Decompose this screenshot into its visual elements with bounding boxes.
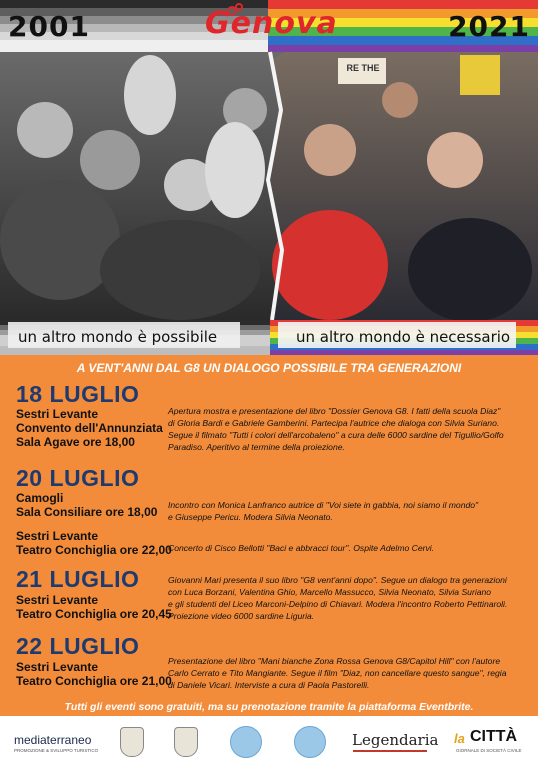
event-date-18: 18 LUGLIO [16, 381, 140, 407]
year-2021: 2021 [448, 10, 530, 43]
municipal-crest-icon [174, 727, 198, 757]
event-date-22: 22 LUGLIO [16, 633, 140, 659]
event-venue-20b [16, 529, 172, 557]
venue-time: Sala Agave ore 18,00 [16, 435, 135, 449]
desc-line: Carlo Cerrato e Tito Mangiante. Segue il film "Diaz, non cancellare questo sangue", regia [168, 668, 507, 678]
mediaterraneo-tagline: PROMOZIONE & SVILUPPO TURISTICO [14, 748, 99, 753]
hero-banner [0, 0, 538, 355]
desc-line: Proiezione video 6000 sardine Liguria. [168, 611, 315, 621]
event-venue-21 [16, 593, 172, 621]
legendaria-logo: Legendaria [352, 731, 439, 749]
slogan-possibile: un altro mondo è possibile [18, 328, 218, 346]
footer-note: Tutti gli eventi sono gratuiti, ma su prenotazione tramite la piattaforma Eventbrite. [64, 701, 474, 713]
desc-line: Apertura mostra e presentazione del libro "Dossier Genova G8. I fatti della scuola Diaz" [168, 406, 501, 416]
association-badge-icon [230, 726, 262, 758]
event-desc-18 [168, 405, 526, 453]
event-venue-22 [16, 660, 172, 688]
desc-line: Paradiso. Aperitivo al termine della proiezione. [168, 442, 345, 452]
venue-city: Sestri Levante [16, 529, 99, 543]
year-2001: 2001 [8, 10, 90, 43]
event-desc-20b [168, 542, 526, 554]
venue-city: Sestri Levante [16, 660, 99, 674]
lacitta-tagline: GIORNALE DI SOCIETÀ CIVILE [456, 748, 522, 753]
lacitta-logo: CITTÀ [470, 728, 518, 745]
venue-city: Sestri Levante [16, 407, 99, 421]
mediaterraneo-logo: mediaterraneo [14, 733, 92, 747]
desc-line: e Giuseppe Pericu. Modera Silvia Neonato. [168, 512, 333, 522]
desc-line: Presentazione del libro "Mani bianche Zona Rossa Genova G8/Capitol Hill" con l'autore [168, 656, 501, 666]
venue-place: Teatro Conchiglia ore 20,45 [16, 607, 172, 621]
event-desc-21 [168, 574, 526, 622]
desc-line: di Gloria Bardi e Gabriele Gamberini. Partecipa l'autrice che dialoga con Silvia Suriano. [168, 418, 500, 428]
desc-line: Segue il filmato "Tutti i colori dell'arcobaleno" a cura delle 6000 sardine del Tigullio/Golfo [168, 430, 504, 440]
subtitle: A VENT'ANNI DAL G8 UN DIALOGO POSSIBILE TRA GENERAZIONI [76, 361, 462, 375]
slogan-necessario: un altro mondo è necessario [296, 328, 511, 346]
venue-city: Camogli [16, 491, 64, 505]
event-desc-22 [168, 655, 526, 691]
sponsor-logo-bar [0, 716, 538, 768]
event-desc-20a [168, 499, 526, 523]
event-venue-18 [16, 407, 163, 449]
venue-place: Teatro Conchiglia ore 21,00 [16, 674, 172, 688]
desc-line: Giovanni Mari presenta il suo libro "G8 vent'anni dopo". Segue un dialogo tra generazioni [168, 575, 507, 585]
genova-logo: Genova [205, 6, 338, 41]
event-venue-20a [16, 491, 157, 519]
desc-line: Incontro con Monica Lanfranco autrice di "Voi siete in gabbia, noi siamo il mondo" [168, 500, 479, 510]
desc-line: e gli studenti del Liceo Marconi-Delpino di Chiavari. Modera l'incontro Roberto Pettinaroli. [168, 599, 508, 609]
municipal-crest-icon [120, 727, 144, 757]
venue-place: Convento dell'Annunziata [16, 421, 163, 435]
hero-photo [0, 0, 538, 355]
desc-line: con Luca Borzani, Valentina Ghio, Marcello Massucco, Silvia Neonato, Silvia Suriano [168, 587, 492, 597]
event-date-20: 20 LUGLIO [16, 465, 140, 491]
desc-line: Concerto di Cisco Bellotti "Baci e abbracci tour". Ospite Adelmo Cervi. [168, 543, 435, 553]
venue-city: Sestri Levante [16, 593, 99, 607]
lacitta-logo-la: la [454, 731, 465, 746]
legendaria-underline [353, 750, 427, 752]
venue-place: Sala Consiliare ore 18,00 [16, 505, 158, 519]
protest-sign: RE THE [346, 63, 380, 73]
association-badge-icon [294, 726, 326, 758]
event-date-21: 21 LUGLIO [16, 566, 140, 592]
desc-line: di Daniele Vicari. Interviste a cura di Paola Pastorelli. [168, 680, 370, 690]
venue-place: Teatro Conchiglia ore 22,00 [16, 543, 172, 557]
